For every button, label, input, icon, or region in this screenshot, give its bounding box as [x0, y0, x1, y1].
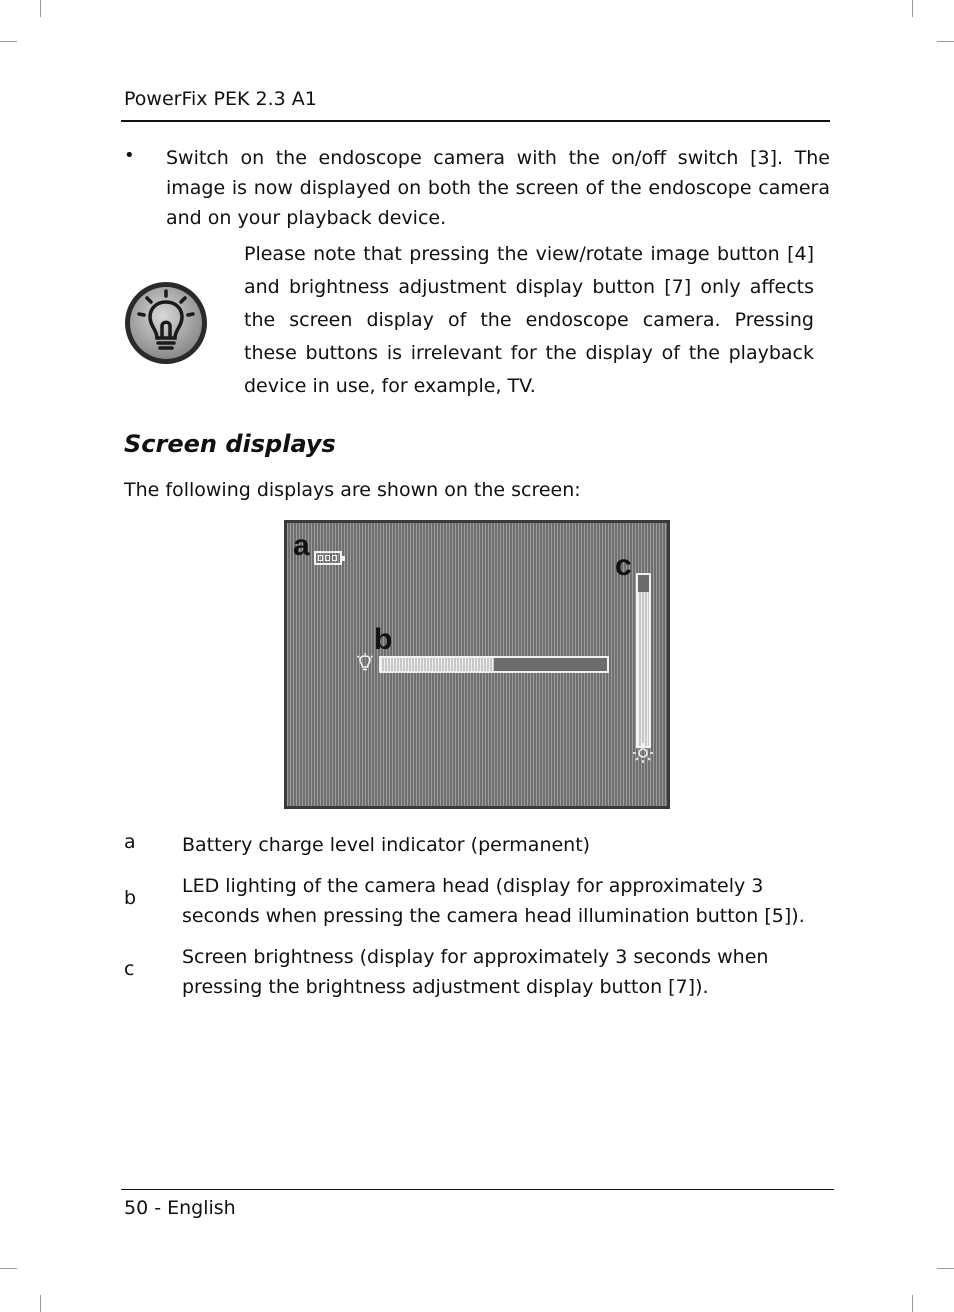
- bullet-marker: •: [124, 145, 135, 166]
- crop-mark: [912, 1295, 913, 1312]
- bullet-paragraph: Switch on the endoscope camera with the on/off switch [3]. The image is now displayed on both the screen of the endoscope camera and on your playback device.: [166, 147, 830, 229]
- brightness-level-bar: [636, 573, 651, 748]
- legend-letter-b: b: [124, 887, 137, 909]
- footer-rule: [121, 1189, 834, 1190]
- crop-mark: [40, 1295, 41, 1312]
- led-level-bar: [379, 656, 609, 673]
- lightbulb-icon: [123, 280, 209, 366]
- crop-mark: [0, 41, 17, 42]
- legend-letter-c: c: [124, 958, 135, 980]
- led-bulb-icon: [356, 653, 374, 673]
- callout-a: a: [293, 529, 310, 562]
- legend-letter-a: a: [124, 831, 136, 853]
- crop-mark: [937, 41, 954, 42]
- callout-b: b: [374, 623, 393, 656]
- running-header: PowerFix PEK 2.3 A1: [124, 88, 317, 110]
- legend-text-b: LED lighting of the camera head (display for approximately 3 seconds when pressing the camera head illumination button [5]).: [182, 875, 805, 927]
- battery-cell: [332, 555, 337, 561]
- crop-mark: [40, 0, 41, 17]
- brightness-level-fill: [638, 592, 649, 746]
- page-number: 50 - English: [124, 1197, 236, 1219]
- crop-mark: [912, 0, 913, 17]
- battery-icon: [314, 551, 342, 565]
- battery-cell: [325, 555, 330, 561]
- battery-cell: [318, 555, 323, 561]
- callout-c: c: [615, 549, 632, 582]
- led-level-fill: [381, 658, 494, 671]
- section-heading: Screen displays: [124, 430, 336, 458]
- intro-text: The following displays are shown on the screen:: [124, 479, 581, 501]
- legend-text-a: Battery charge level indicator (permanent): [182, 834, 591, 856]
- screen-display-figure: [284, 520, 670, 809]
- header-rule: [121, 120, 830, 122]
- crop-mark: [937, 1268, 954, 1269]
- crop-mark: [0, 1268, 17, 1269]
- legend-text-c: Screen brightness (display for approximately 3 seconds when pressing the brightness adjustment display button [7]).: [182, 946, 769, 998]
- note-paragraph: Please note that pressing the view/rotate image button [4] and brightness adjustment display button [7] only affects the screen display of the endoscope camera. Pressing these buttons is irrelevant for the display of the playback device in use, for example, TV.: [244, 243, 814, 397]
- brightness-sun-icon: [632, 742, 654, 764]
